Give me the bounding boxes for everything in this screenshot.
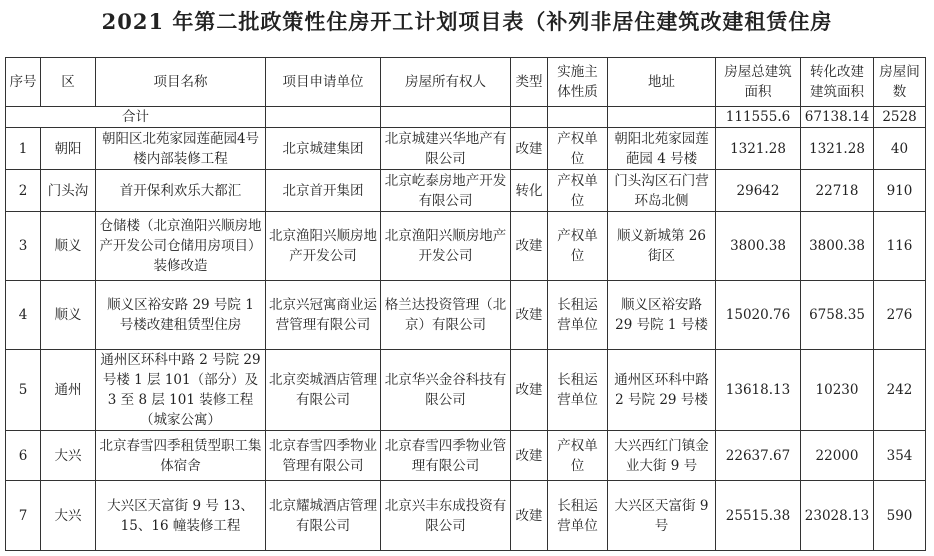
total-area: 111555.6 bbox=[716, 107, 801, 128]
table-row bbox=[6, 281, 926, 350]
table-cell: 北京兴丰东成投资有限公司 bbox=[381, 481, 511, 551]
table-row bbox=[6, 431, 926, 481]
table-cell: 29642 bbox=[716, 170, 801, 212]
table-cell: 顺义新城第 26 街区 bbox=[608, 212, 716, 281]
column-header: 房屋所有权人 bbox=[381, 58, 511, 107]
table-cell: 改建 bbox=[511, 481, 548, 551]
header-row bbox=[6, 58, 926, 107]
table-cell: 3 bbox=[6, 212, 41, 281]
table-cell: 改建 bbox=[511, 281, 548, 350]
table-cell: 6758.35 bbox=[801, 281, 874, 350]
table-cell: 北京春雪四季租赁型职工集体宿舍 bbox=[96, 431, 266, 481]
table-cell: 910 bbox=[874, 170, 926, 212]
total-label: 合计 bbox=[6, 107, 266, 128]
column-header: 房屋总建筑面积 bbox=[716, 58, 801, 107]
table-cell: 北京城建集团 bbox=[266, 128, 381, 170]
table-row bbox=[6, 350, 926, 431]
total-rooms: 2528 bbox=[874, 107, 926, 128]
table-cell: 顺义区裕安路 29 号院 1 号楼 bbox=[608, 281, 716, 350]
table-cell: 北京兴冠寓商业运营管理有限公司 bbox=[266, 281, 381, 350]
table-cell: 朝阳 bbox=[41, 128, 96, 170]
table-cell: 转化 bbox=[511, 170, 548, 212]
table-cell: 13618.13 bbox=[716, 350, 801, 431]
table-cell: 产权单位 bbox=[548, 128, 608, 170]
table-cell: 242 bbox=[874, 350, 926, 431]
table-cell: 7 bbox=[6, 481, 41, 551]
table-cell: 改建 bbox=[511, 350, 548, 431]
table-cell: 北京春雪四季物业管理有限公司 bbox=[381, 431, 511, 481]
table-cell: 顺义区裕安路 29 号院 1 号楼改建租赁型住房 bbox=[96, 281, 266, 350]
table-cell: 长租运营单位 bbox=[548, 281, 608, 350]
table-cell: 590 bbox=[874, 481, 926, 551]
column-header: 项目申请单位 bbox=[266, 58, 381, 107]
table-cell: 2 bbox=[6, 170, 41, 212]
table-cell: 北京城建兴华地产有限公司 bbox=[381, 128, 511, 170]
table-cell: 改建 bbox=[511, 212, 548, 281]
table-cell: 6 bbox=[6, 431, 41, 481]
table-cell: 产权单位 bbox=[548, 212, 608, 281]
table-cell: 北京耀城酒店管理有限公司 bbox=[266, 481, 381, 551]
table-cell: 40 bbox=[874, 128, 926, 170]
column-header: 地址 bbox=[608, 58, 716, 107]
table-cell: 北京屹泰房地产开发有限公司 bbox=[381, 170, 511, 212]
table-cell: 1321.28 bbox=[801, 128, 874, 170]
table-cell: 北京奕城酒店管理有限公司 bbox=[266, 350, 381, 431]
table-cell: 仓储楼（北京渔阳兴顺房地产开发公司仓储用房项目）装修改造 bbox=[96, 212, 266, 281]
table-cell: 354 bbox=[874, 431, 926, 481]
table-row bbox=[6, 212, 926, 281]
table-row bbox=[6, 481, 926, 551]
table-cell: 北京春雪四季物业管理有限公司 bbox=[266, 431, 381, 481]
project-table bbox=[5, 57, 926, 551]
table-cell: 北京华兴金谷科技有限公司 bbox=[381, 350, 511, 431]
table-cell: 10230 bbox=[801, 350, 874, 431]
table-cell: 通州 bbox=[41, 350, 96, 431]
table-cell: 改建 bbox=[511, 431, 548, 481]
table-cell: 1 bbox=[6, 128, 41, 170]
table-cell: 22718 bbox=[801, 170, 874, 212]
table-row bbox=[6, 170, 926, 212]
table-cell: 产权单位 bbox=[548, 431, 608, 481]
column-header: 序号 bbox=[6, 58, 41, 107]
table-cell: 产权单位 bbox=[548, 170, 608, 212]
table-cell: 长租运营单位 bbox=[548, 481, 608, 551]
table-cell: 顺义 bbox=[41, 281, 96, 350]
table-cell: 首开保利欢乐大都汇 bbox=[96, 170, 266, 212]
table-cell: 北京首开集团 bbox=[266, 170, 381, 212]
table-cell: 大兴西红门镇金业大街 9 号 bbox=[608, 431, 716, 481]
table-cell: 北京渔阳兴顺房地产开发公司 bbox=[381, 212, 511, 281]
table-cell: 116 bbox=[874, 212, 926, 281]
table-cell: 顺义 bbox=[41, 212, 96, 281]
column-header: 类型 bbox=[511, 58, 548, 107]
total-converted-area: 67138.14 bbox=[801, 107, 874, 128]
table-cell: 4 bbox=[6, 281, 41, 350]
table-cell: 276 bbox=[874, 281, 926, 350]
table-cell: 门头沟 bbox=[41, 170, 96, 212]
table-cell: 大兴区天富街 9 号 bbox=[608, 481, 716, 551]
column-header: 转化改建建筑面积 bbox=[801, 58, 874, 107]
table-cell: 1321.28 bbox=[716, 128, 801, 170]
table-cell: 15020.76 bbox=[716, 281, 801, 350]
table-cell: 3800.38 bbox=[801, 212, 874, 281]
column-header: 区 bbox=[41, 58, 96, 107]
column-header: 项目名称 bbox=[96, 58, 266, 107]
table-cell: 5 bbox=[6, 350, 41, 431]
table-cell: 大兴区天富街 9 号 13、15、16 幢装修工程 bbox=[96, 481, 266, 551]
table-cell: 北京渔阳兴顺房地产开发公司 bbox=[266, 212, 381, 281]
document-title: 2021 年第二批政策性住房开工计划项目表（补列非居住建筑改建租赁住房 bbox=[101, 9, 833, 34]
table-cell: 改建 bbox=[511, 128, 548, 170]
total-row bbox=[6, 107, 926, 128]
column-header: 房屋间数 bbox=[874, 58, 926, 107]
table-cell: 25515.38 bbox=[716, 481, 801, 551]
table-cell: 23028.13 bbox=[801, 481, 874, 551]
table-cell: 22000 bbox=[801, 431, 874, 481]
table-cell: 大兴 bbox=[41, 431, 96, 481]
table-cell: 通州区环科中路 2 号院 29 号楼 1 层 101（部分）及 3 至 8 层 101 装修工程（城家公寓） bbox=[96, 350, 266, 431]
table-cell: 大兴 bbox=[41, 481, 96, 551]
table-cell: 朝阳区北苑家园莲葩园4号楼内部装修工程 bbox=[96, 128, 266, 170]
table-cell: 通州区环科中路 2 号院 29 号楼 bbox=[608, 350, 716, 431]
table-cell: 长租运营单位 bbox=[548, 350, 608, 431]
table-row bbox=[6, 128, 926, 170]
table-cell: 门头沟区石门营环岛北侧 bbox=[608, 170, 716, 212]
table-cell: 朝阳北苑家园莲葩园 4 号楼 bbox=[608, 128, 716, 170]
table-cell: 3800.38 bbox=[716, 212, 801, 281]
column-header: 实施主体性质 bbox=[548, 58, 608, 107]
table-cell: 格兰达投资管理（北京）有限公司 bbox=[381, 281, 511, 350]
table-cell: 22637.67 bbox=[716, 431, 801, 481]
